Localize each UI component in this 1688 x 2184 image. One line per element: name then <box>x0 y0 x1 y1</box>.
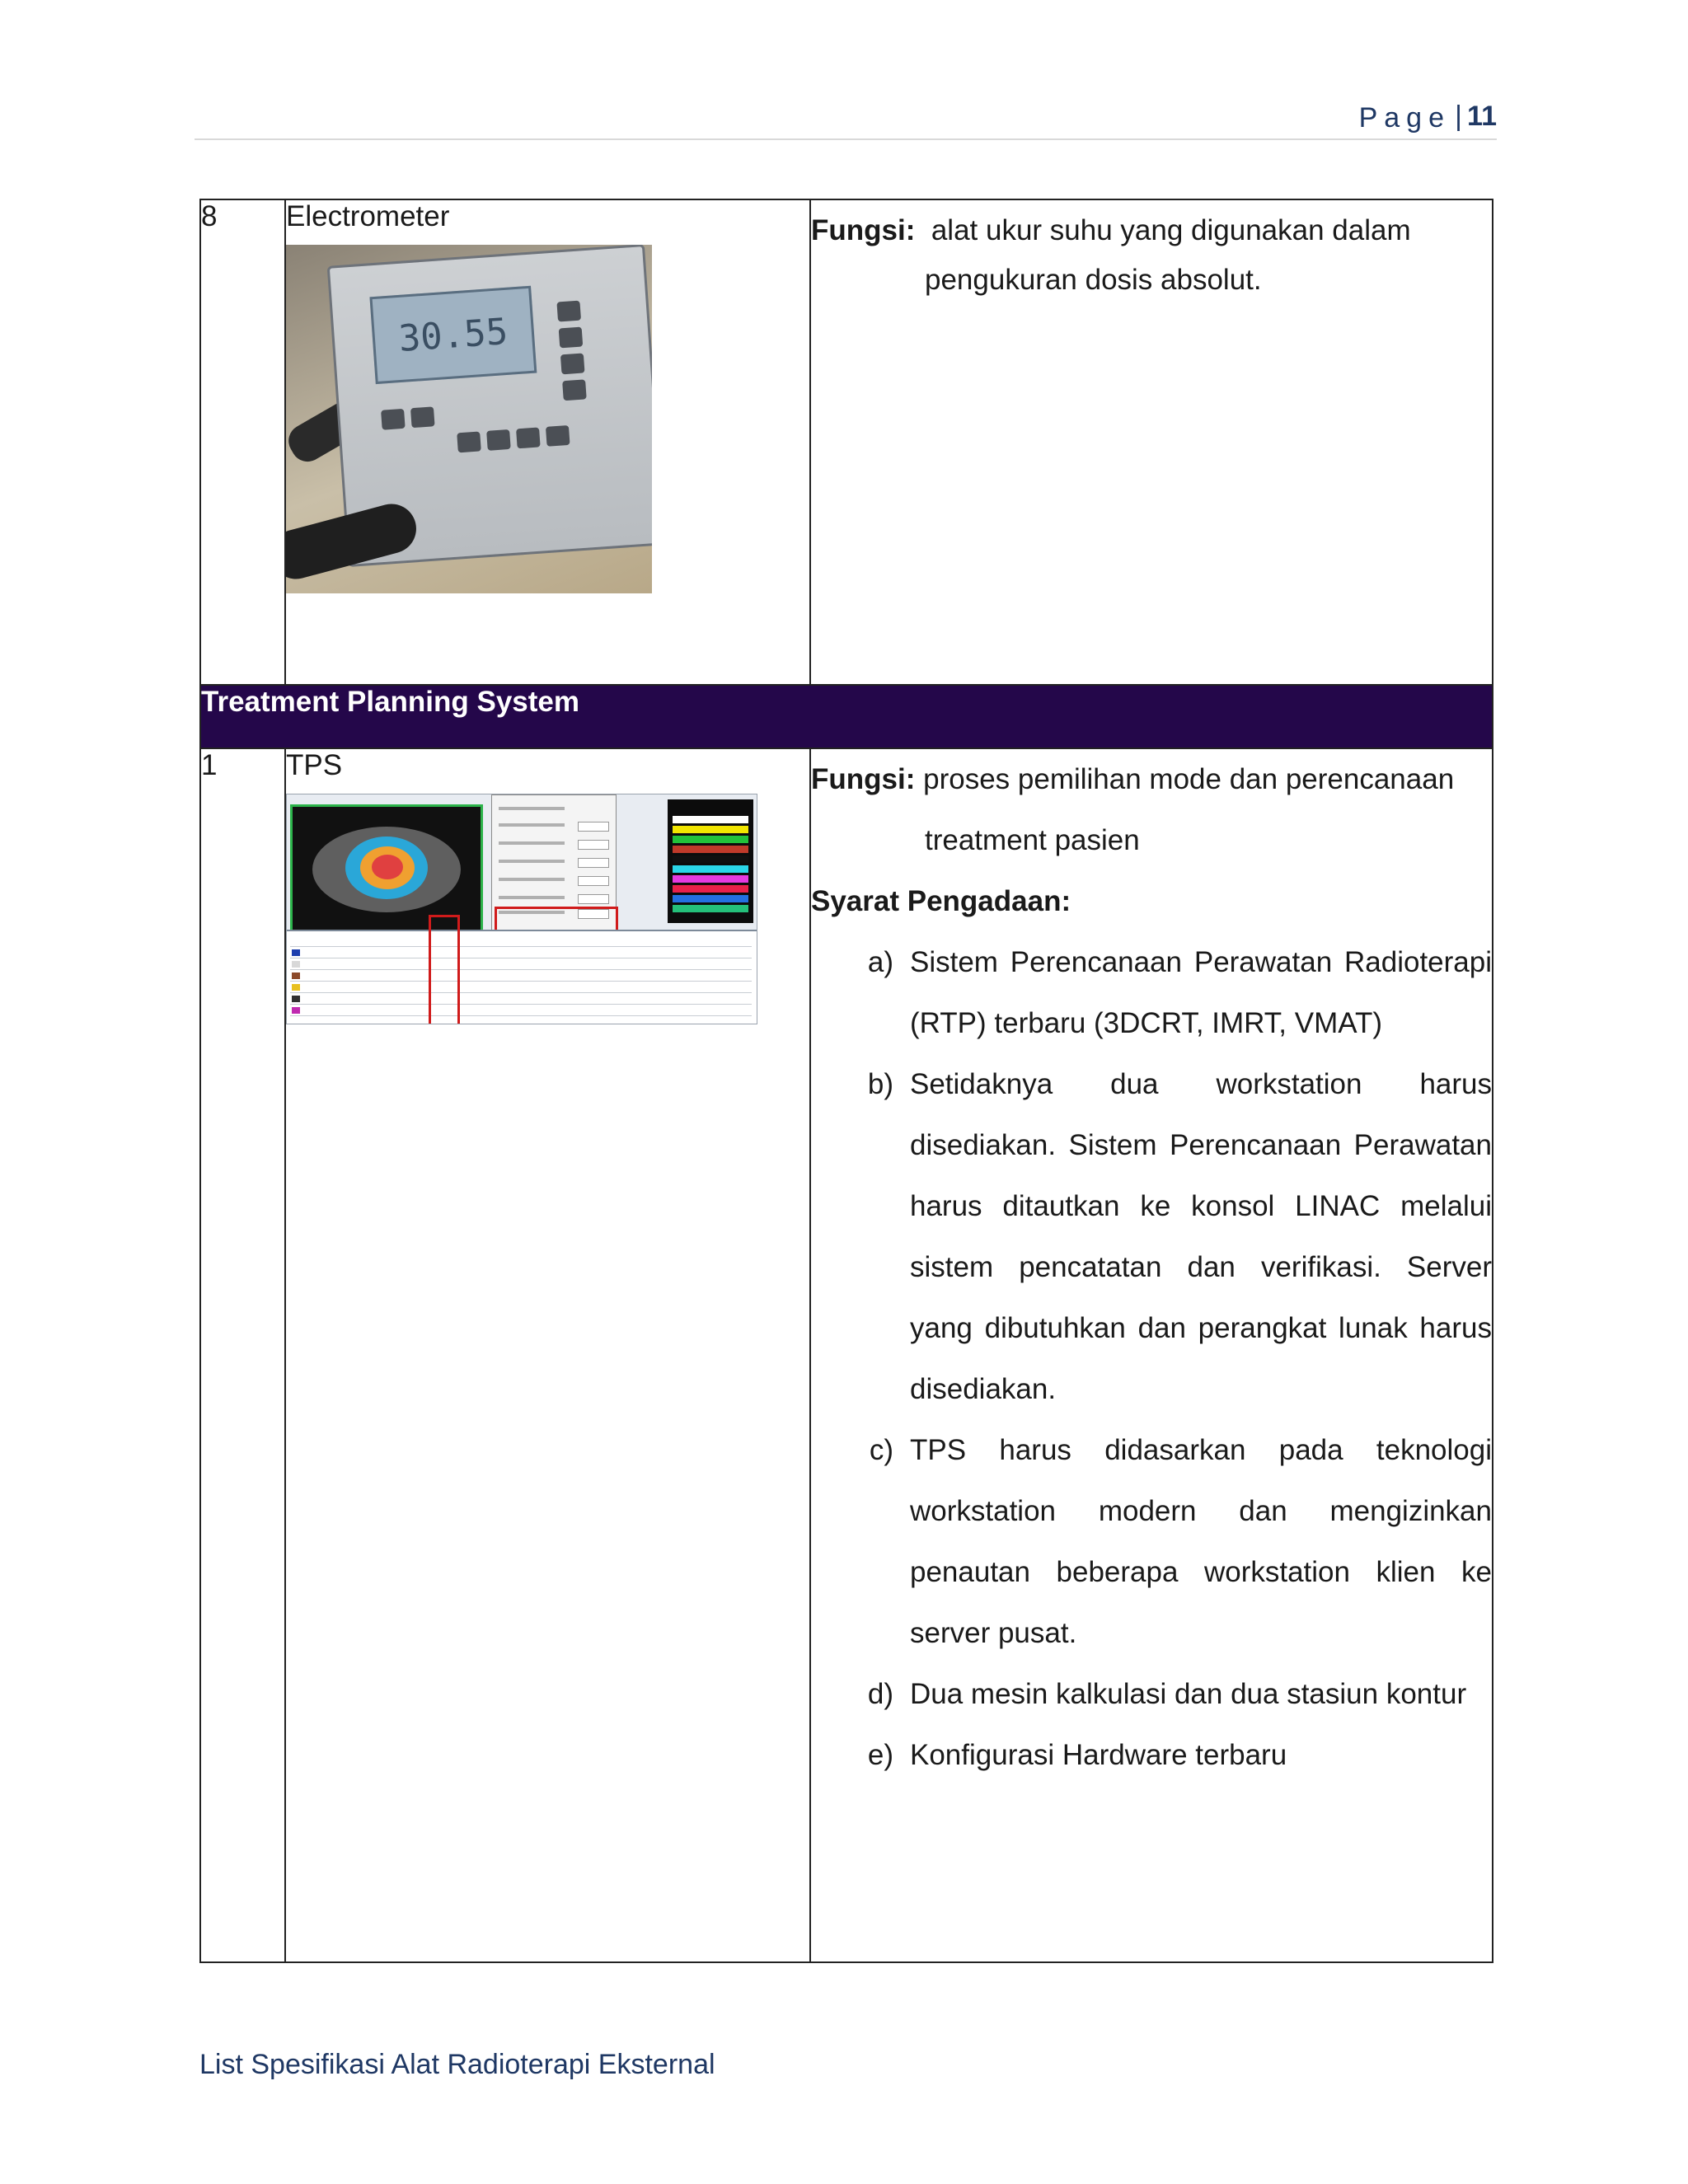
function-text-continued: treatment pasien <box>925 824 1140 856</box>
requirements-list <box>811 932 1492 1786</box>
device-button-icon <box>556 301 581 322</box>
page-header <box>195 97 1497 140</box>
item-name-cell <box>285 748 810 1962</box>
page-separator: | <box>1455 101 1462 132</box>
function-label: Fungsi: <box>811 214 916 246</box>
device-button-icon <box>457 431 481 452</box>
page-footer: List Spesifikasi Alat Radioterapi Eksternal <box>199 2049 715 2080</box>
device-button-icon <box>560 353 585 374</box>
function-text: alat ukur suhu yang digunakan dalam <box>931 214 1411 246</box>
item-name: TPS <box>286 749 343 781</box>
list-item: d) Dua mesin kalkulasi dan dua stasiun kontur <box>867 1678 1467 1710</box>
list-item: b) Setidaknya dua workstation harus disediakan. Sistem Perencanaan Perawatan harus ditautkan ke konsol LINAC melalui sistem pencatatan dan verifikasi. Server yang dibutuhkan dan perangkat lunak harus disediakan. <box>867 1068 1492 1405</box>
device-button-icon <box>546 425 570 447</box>
item-number: 8 <box>200 199 285 685</box>
list-item: a) Sistem Perencanaan Perawatan Radioterapi (RTP) terbaru (3DCRT, IMRT, VMAT) <box>867 946 1492 1039</box>
highlight-box <box>429 915 460 1024</box>
function-text: proses pemilihan mode dan perencanaan <box>923 763 1455 795</box>
list-item: e) Konfigurasi Hardware terbaru <box>867 1739 1287 1771</box>
ct-slice-view <box>290 804 483 933</box>
page-label: Page <box>1358 102 1451 134</box>
table-row <box>200 199 1493 685</box>
section-title: Treatment Planning System <box>200 685 1493 748</box>
item-number: 1 <box>200 748 285 1962</box>
table-row <box>200 748 1493 1962</box>
function-description <box>811 749 1492 810</box>
device-button-icon <box>562 379 587 401</box>
device-button-icon <box>410 406 435 428</box>
item-name-cell <box>285 199 810 685</box>
requirements-label: Syarat Pengadaan: <box>811 885 1071 917</box>
function-text-continued: pengukuran dosis absolut. <box>925 264 1262 296</box>
electrometer-display: 30.55 <box>369 286 537 384</box>
device-button-icon <box>381 409 406 430</box>
item-name: Electrometer <box>286 200 450 232</box>
structure-list <box>668 799 753 923</box>
specification-table <box>199 199 1493 1963</box>
list-item: c) TPS harus didasarkan pada teknologi workstation modern dan mengizinkan penautan beberapa workstation klien ke server pusat. <box>869 1434 1492 1649</box>
electrometer-photo <box>286 245 652 593</box>
device-button-icon <box>486 429 511 451</box>
page-number: 11 <box>1467 101 1497 132</box>
device-button-icon <box>559 327 584 349</box>
tps-screenshot <box>286 794 757 1024</box>
function-cell <box>810 199 1493 685</box>
section-header-row <box>200 685 1493 748</box>
constraints-grid <box>287 930 757 1024</box>
function-label: Fungsi: <box>811 763 916 795</box>
function-cell <box>810 748 1493 1962</box>
device-button-icon <box>516 427 541 448</box>
